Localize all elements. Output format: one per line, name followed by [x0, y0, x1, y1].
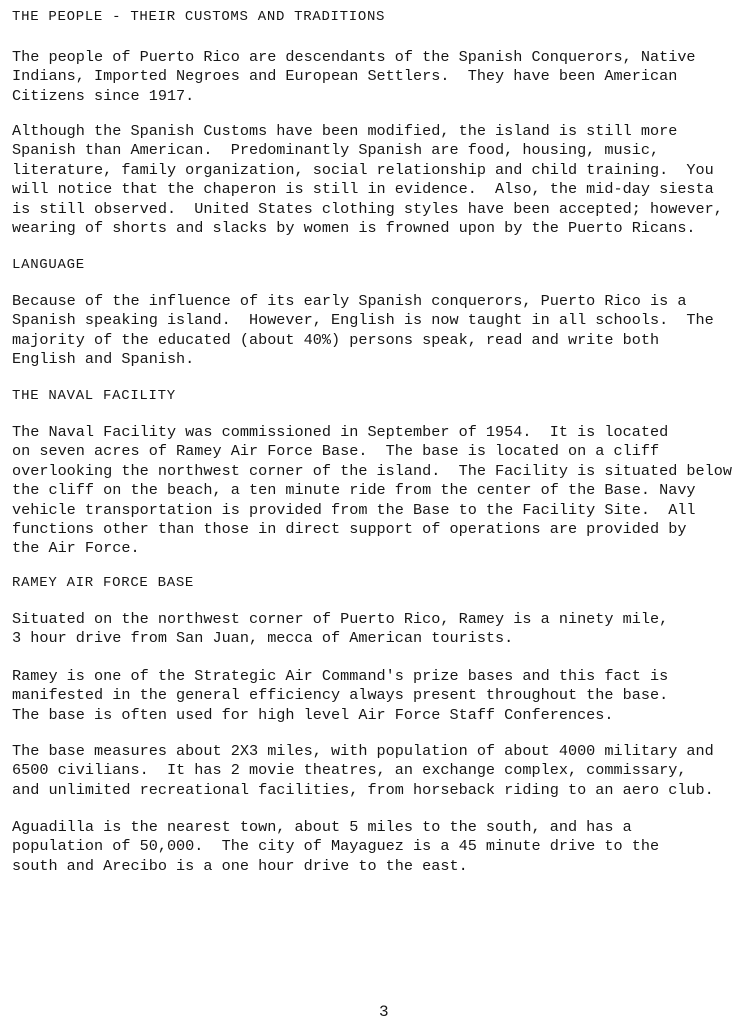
heading-ramey-afb: RAMEY AIR FORCE BASE — [12, 575, 195, 591]
text-line: on seven acres of Ramey Air Force Base. The base is located on a cliff — [12, 442, 660, 461]
heading-naval-facility: THE NAVAL FACILITY — [12, 388, 176, 404]
text-line: wearing of shorts and slacks by women is frowned upon by the Puerto Ricans. — [12, 218, 696, 237]
heading-language: LANGUAGE — [12, 257, 85, 273]
text-line: the cliff on the beach, a ten minute ride from the center of the Base. Navy — [12, 481, 696, 500]
text-line: overlooking the northwest corner of the island. The Facility is situated below — [12, 461, 733, 480]
text-line: The Naval Facility was commissioned in September of 1954. It is located — [12, 423, 669, 441]
text-line: Citizens since 1917. — [12, 86, 195, 105]
paragraph — [12, 423, 732, 559]
paragraph — [12, 818, 659, 876]
text-line: majority of the educated (about 40%) persons speak, read and write both — [12, 330, 660, 349]
text-line: Spanish than American. Predominantly Spanish are food, housing, music, — [12, 141, 660, 160]
text-line: the Air Force. — [12, 539, 140, 558]
text-line: The base measures about 2X3 miles, with population of about 4000 military and — [12, 742, 714, 760]
text-line: The people of Puerto Rico are descendants of the Spanish Conquerors, Native — [12, 48, 696, 66]
text-line: manifested in the general efficiency always present throughout the base. — [12, 686, 669, 705]
text-line: 3 hour drive from San Juan, mecca of American tourists. — [12, 629, 514, 648]
paragraph — [12, 667, 668, 725]
text-line: functions other than those in direct support of operations are provided by — [12, 519, 687, 538]
text-line: population of 50,000. The city of Mayaguez is a 45 minute drive to the — [12, 837, 660, 856]
text-line: literature, family organization, social relationship and child training. You — [12, 160, 714, 179]
text-line: The base is often used for high level Air Force Staff Conferences. — [12, 705, 614, 724]
text-line: is still observed. United States clothing styles have been accepted; however, — [12, 199, 723, 218]
heading-people: THE PEOPLE - THEIR CUSTOMS AND TRADITIONS — [12, 9, 386, 25]
text-line: 6500 civilians. It has 2 movie theatres, an exchange complex, commissary, — [12, 761, 687, 780]
paragraph — [12, 610, 668, 649]
text-line: English and Spanish. — [12, 350, 195, 369]
text-line: will notice that the chaperon is still in evidence. Also, the mid-day siesta — [12, 180, 714, 199]
text-line: Because of the influence of its early Spanish conquerors, Puerto Rico is a — [12, 292, 687, 310]
text-line: vehicle transportation is provided from the Base to the Facility Site. All — [12, 500, 696, 519]
paragraph — [12, 122, 723, 238]
text-line: Indians, Imported Negroes and European Settlers. They have been American — [12, 67, 678, 86]
text-line: Ramey is one of the Strategic Air Command's prize bases and this fact is — [12, 667, 669, 685]
text-line: south and Arecibo is a one hour drive to the east. — [12, 856, 468, 875]
text-line: and unlimited recreational facilities, from horseback riding to an aero club. — [12, 780, 714, 799]
text-line: Spanish speaking island. However, English is now taught in all schools. The — [12, 311, 714, 330]
page-number: 3 — [379, 1003, 389, 1021]
text-line: Aguadilla is the nearest town, about 5 miles to the south, and has a — [12, 818, 632, 836]
paragraph — [12, 742, 714, 800]
text-line: Situated on the northwest corner of Puerto Rico, Ramey is a ninety mile, — [12, 610, 669, 628]
paragraph — [12, 48, 696, 106]
text-line: Although the Spanish Customs have been modified, the island is still more — [12, 122, 678, 140]
paragraph — [12, 292, 714, 370]
